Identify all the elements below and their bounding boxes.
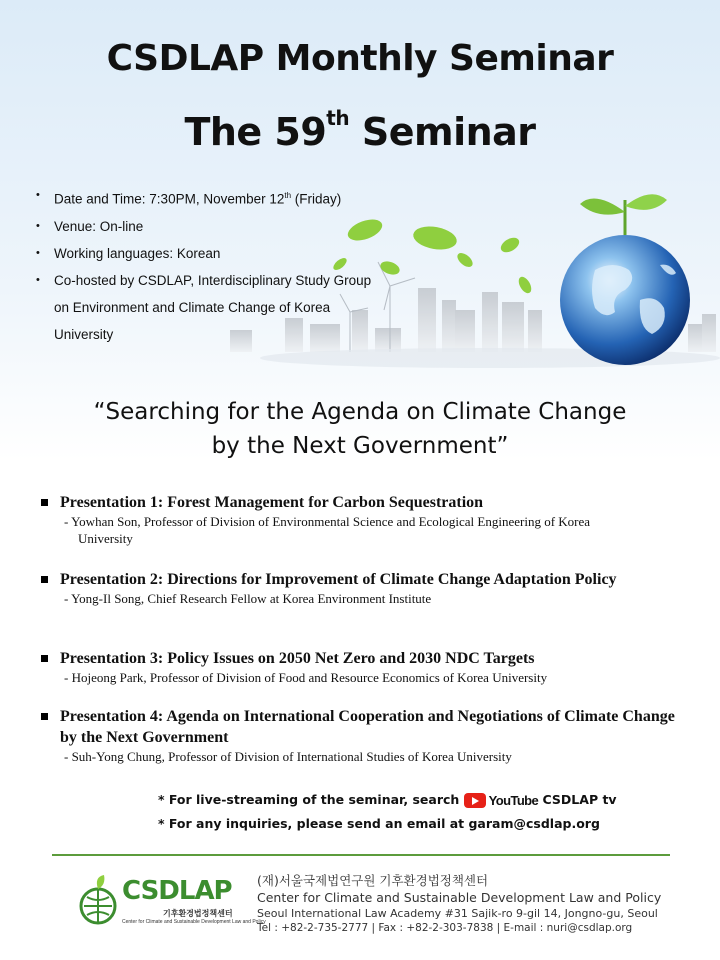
detail-languages: • Working languages: Korean: [36, 245, 221, 261]
presentation-3: [38, 648, 688, 686]
organization-info: [257, 872, 697, 936]
channel-name: CSDLAP tv: [542, 792, 617, 807]
seminar-series-title: CSDLAP Monthly Seminar: [106, 38, 614, 79]
presentation-1: [38, 492, 688, 547]
globe-city-illustration: [190, 190, 720, 380]
youtube-play-icon: [464, 793, 486, 808]
presentation-speaker: - Hojeong Park, Professor of Division of Food and Resource Economics of Korea University: [64, 670, 548, 685]
youtube-logo[interactable]: YouTube: [464, 789, 538, 812]
presentation-speaker-cont: University: [78, 531, 133, 546]
livestream-note: * For live-streaming of the seminar, search YouTube CSDLAP tv: [158, 788, 678, 812]
logo-english: Center for Climate and Sustainable Development Law and Policy: [122, 919, 266, 925]
logo-wordmark: CSDLAP: [122, 876, 232, 906]
detail-date-time: • Date and Time: 7:30PM, November 12th (Friday): [36, 189, 342, 207]
presentation-title: Presentation 2: Directions for Improvement of Climate Change Adaptation Policy: [60, 571, 617, 588]
inquiry-note: * For any inquiries, please send an email at garam@csdlap.org: [158, 816, 600, 831]
presentation-speaker: - Yong-Il Song, Chief Research Fellow at Korea Environment Institute: [64, 591, 432, 606]
theme-line-2: by the Next Government”: [211, 433, 509, 459]
theme-line-1: “Searching for the Agenda on Climate Change: [93, 399, 627, 425]
footer-divider: [52, 854, 670, 856]
csdlap-logo: [78, 872, 266, 932]
presentation-title: Presentation 1: Forest Management for Carbon Sequestration: [60, 494, 484, 511]
presentation-speaker: - Suh-Yong Chung, Professor of Division of International Studies of Korea University: [64, 749, 512, 764]
detail-cohosts: • Co-hosted by CSDLAP, Interdisciplinary Study Group on Environment and Climate Change of Korea University: [36, 272, 372, 342]
detail-venue: • Venue: On-line: [36, 218, 144, 234]
presentation-speaker: - Yowhan Son, Professor of Division of Environmental Science and Ecological Engineering of Korea: [64, 514, 591, 529]
presentation-title: Presentation 4: Agenda on International Cooperation and Negotiations of Climate Change by the Next Government: [60, 708, 675, 746]
notes: [158, 788, 678, 835]
org-name-korean: (재)서울국제법연구원 기후환경법정책센터: [257, 873, 489, 888]
presentation-4: [38, 706, 688, 765]
seminar-theme: [0, 395, 720, 463]
org-contact: Tel : +82-2-735-2777 | Fax : +82-2-303-7838 | E-mail : nuri@csdlap.org: [257, 922, 633, 934]
globe-logo-icon: [78, 872, 122, 932]
seminar-number-title: The 59th Seminar: [184, 106, 536, 154]
org-address: Seoul International Law Academy #31 Sajik-ro 9-gil 14, Jongno-gu, Seoul: [257, 907, 658, 920]
org-name-english: Center for Climate and Sustainable Development Law and Policy: [257, 890, 662, 905]
logo-korean: 기후환경법정책센터: [163, 909, 233, 918]
presentation-title: Presentation 3: Policy Issues on 2050 Net Zero and 2030 NDC Targets: [60, 650, 535, 667]
presentation-2: [38, 569, 688, 607]
